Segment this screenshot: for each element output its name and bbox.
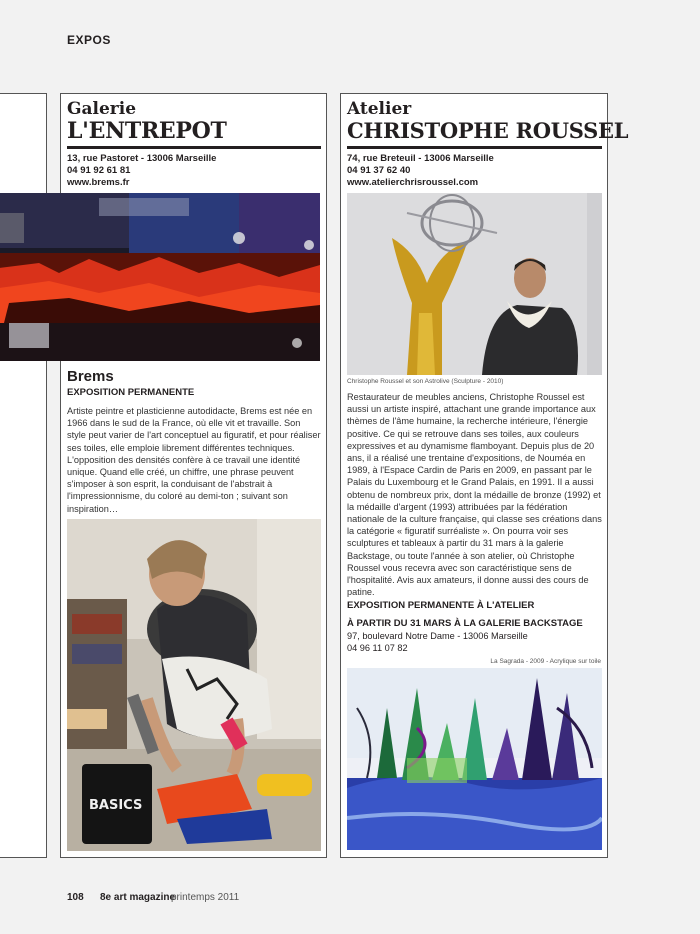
exposition-label: EXPOSITION PERMANENTE [67, 387, 195, 398]
gallery-name: L'ENTREPOT [67, 118, 227, 144]
exposition-label: EXPOSITION PERMANENTE À L'ATELIER [347, 600, 535, 611]
website-link[interactable]: www.brems.fr [67, 177, 130, 188]
page-number: 108 [67, 892, 84, 903]
brems-painting-image [0, 193, 320, 361]
gallery-prefix: Galerie [67, 99, 137, 119]
address-line: 74, rue Breteuil - 13006 Marseille [347, 153, 494, 164]
phone-line: 04 91 37 62 40 [347, 165, 411, 176]
backstage-address: 97, boulevard Notre Dame - 13006 Marseille [347, 631, 528, 641]
atelier-roussel-panel [340, 93, 629, 858]
atelier-description: Restaurateur de meubles anciens, Christophe Roussel est aussi un artiste inspiré, attachant une grande importance aux thèmes de l'âme humaine, la recherche intérieure, l'énergie positive. Ce qui se retrouve dans ses toiles, aux couleurs expressives et au dynamisme flamboyant. Depuis plus de 20 ans, il a réalisé une trentaine d'expositions, de Nouméa en 1989, à l'Espace Cardin de Paris en 2009, en passant par le Palais du Luxembourg et le Grand Palais, en 1991. Il a aussi obtenu de nombreux prix, dont la médaille de bronze (1992) et la médaille d'argent (1993) attribuées par la fédération nationale de la culture française, qui classe ses créations dans la catégorie « figuratif surréaliste ». On pourra voir ses sculptures et tableaux à partir du 31 mars à la galerie Backstage, ou toute l'année à son atelier, où Christophe Roussel vous recevra avec son caractéristique sens de l'hospitalité. Avis aux amateurs, il donne aussi des cours de patine. [347, 392, 602, 598]
atelier-prefix: Atelier [347, 99, 412, 119]
backstage-title: À PARTIR DU 31 MARS À LA GALERIE BACKSTAGE [347, 618, 583, 629]
magazine-name: 8e art magazine [100, 892, 176, 903]
title-rule [67, 146, 321, 149]
website-link[interactable]: www.atelierchrisroussel.com [347, 177, 479, 188]
section-label: EXPOS [67, 33, 111, 47]
painting-caption: La Sagrada - 2009 - Acrylique sur toile [490, 658, 601, 665]
issue-date: printemps 2011 [171, 892, 240, 903]
backstage-phone: 04 96 11 07 82 [347, 643, 408, 653]
sculpture-caption: Christophe Roussel et son Astrolive (Sculpture - 2010) [347, 378, 504, 385]
atelier-name: CHRISTOPHE ROUSSEL [347, 118, 629, 143]
paint-can-label: BASICS [89, 798, 143, 813]
artist-description: Artiste peintre et plasticienne autodidacte, Brems est née en 1966 dans le sud de la France, où elle vit et travaille. Son style peut varier de l'art conceptuel au figuratif, et pour réaliser ses toiles, elle emploie librement différentes techniques. L'opposition des densités confère à ce travail une identité unique. Quand elle créé, un chiffre, une phrase peuvent s'imposer à son esprit, la conduisant de l'abstrait à l'impressionnisme, du coloré au demi-ton ; suivant son inspiration… [67, 406, 321, 514]
gallery-entrepot-panel [60, 93, 327, 858]
la-sagrada-painting [347, 668, 602, 850]
roussel-sculpture-photo [347, 193, 602, 375]
artist-name: Brems [67, 368, 114, 385]
gallery-address [67, 153, 216, 189]
address-line: 13, rue Pastoret - 13006 Marseille [67, 153, 217, 164]
brems-studio-photo [67, 519, 321, 851]
title-rule [347, 146, 602, 149]
phone-line: 04 91 92 61 81 [67, 165, 131, 176]
atelier-address [347, 153, 494, 189]
